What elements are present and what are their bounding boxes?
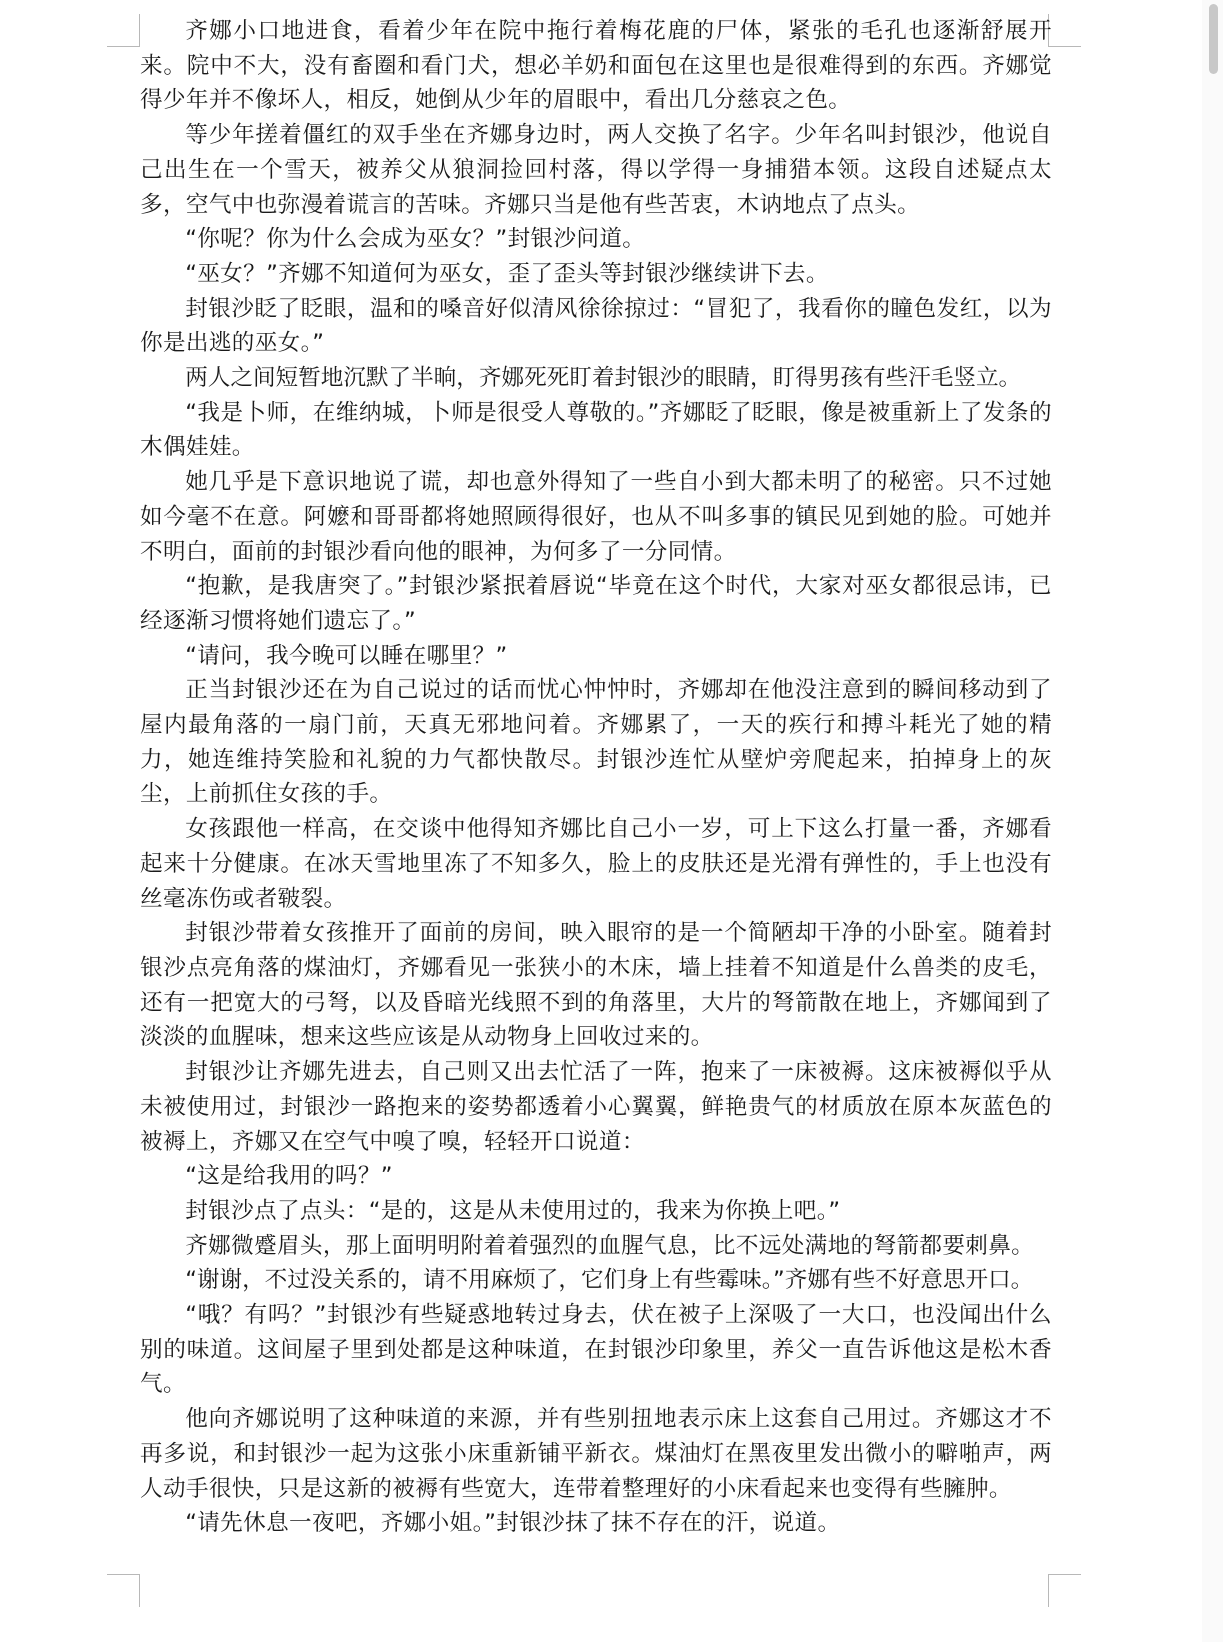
paragraph: “这是给我用的吗？” bbox=[185, 1163, 393, 1190]
document-body bbox=[140, 14, 1052, 1541]
vertical-scrollbar[interactable] bbox=[1202, 0, 1223, 1642]
paragraph: “请问，我今晚可以睡在哪里？” bbox=[185, 642, 508, 669]
paragraph: 他向齐娜说明了这种味道的来源，并有些别扭地表示床上这套自己用过。齐娜这才不再多说，和封银沙一起为这张小床重新铺平新衣。煤油灯在黑夜里发出微小的噼啪声，两人动手很快，只是这新的被褥有些宽大，连带着整理好的小床看起来也变得有些臃肿。 bbox=[140, 1406, 1052, 1502]
corner-mark-bottom-right bbox=[1048, 1574, 1081, 1607]
paragraph: 封银沙眨了眨眼，温和的嗓音好似清风徐徐掠过：“冒犯了，我看你的瞳色发红，以为你是出逃的巫女。” bbox=[140, 295, 1052, 357]
paragraph: 封银沙带着女孩推开了面前的房间，映入眼帘的是一个简陋却干净的小卧室。随着封银沙点亮角落的煤油灯，齐娜看见一张狭小的木床，墙上挂着不知道是什么兽类的皮毛，还有一把宽大的弓弩，以及昏暗光线照不到的角落里，大片的弩箭散在地上，齐娜闻到了淡淡的血腥味，想来这些应该是从动物身上回收过来的。 bbox=[140, 920, 1052, 1051]
paragraph: 封银沙点了点头：“是的，这是从未使用过的，我来为你换上吧。” bbox=[185, 1197, 841, 1224]
paragraph: “谢谢，不过没关系的，请不用麻烦了，它们身上有些霉味。”齐娜有些不好意思开口。 bbox=[185, 1267, 1034, 1294]
paragraph: 正当封银沙还在为自己说过的话而忧心忡忡时，齐娜却在他没注意到的瞬间移动到了屋内最角落的一扇门前，天真无邪地问着。齐娜累了，一天的疾行和搏斗耗光了她的精力，她连维持笑脸和礼貌的力气都快散尽。封银沙连忙从壁炉旁爬起来，拍掉身上的灰尘，上前抓住女孩的手。 bbox=[140, 677, 1052, 808]
scrollbar-thumb[interactable] bbox=[1209, 4, 1218, 74]
paragraph: “你呢？你为什么会成为巫女？”封银沙问道。 bbox=[185, 226, 646, 253]
corner-mark-top-left bbox=[107, 14, 140, 47]
paragraph: “我是卜师，在维纳城，卜师是很受人尊敬的。”齐娜眨了眨眼，像是被重新上了发条的木偶娃娃。 bbox=[140, 399, 1052, 461]
paragraph: 她几乎是下意识地说了谎，却也意外得知了一些自小到大都未明了的秘密。只不过她如今毫不在意。阿嬷和哥哥都将她照顾得很好，也从不叫多事的镇民见到她的脸。可她并不明白，面前的封银沙看向他的眼神，为何多了一分同情。 bbox=[140, 469, 1052, 565]
paragraph: 封银沙让齐娜先进去，自己则又出去忙活了一阵，抱来了一床被褥。这床被褥似乎从未被使用过，封银沙一路抱来的姿势都透着小心翼翼，鲜艳贵气的材质放在原本灰蓝色的被褥上，齐娜又在空气中嗅了嗅，轻轻开口说道： bbox=[140, 1059, 1052, 1155]
paragraph: 齐娜微蹙眉头，那上面明明附着着强烈的血腥气息，比不远处满地的弩箭都要刺鼻。 bbox=[185, 1232, 1035, 1259]
paragraph: 两人之间短暂地沉默了半晌，齐娜死死盯着封银沙的眼睛，盯得男孩有些汗毛竖立。 bbox=[185, 365, 1022, 392]
corner-mark-bottom-left bbox=[107, 1574, 140, 1607]
paragraph: “巫女？”齐娜不知道何为巫女，歪了歪头等封银沙继续讲下去。 bbox=[185, 260, 829, 287]
paragraph: “哦？有吗？”封银沙有些疑惑地转过身去，伏在被子上深吸了一大口，也没闻出什么别的味道。这间屋子里到处都是这种味道，在封银沙印象里，养父一直告诉他这是松木香气。 bbox=[140, 1302, 1052, 1398]
paragraph: “请先休息一夜吧，齐娜小姐。”封银沙抹了抹不存在的汗，说道。 bbox=[185, 1510, 841, 1537]
paragraph: 女孩跟他一样高，在交谈中他得知齐娜比自己小一岁，可上下这么打量一番，齐娜看起来十分健康。在冰天雪地里冻了不知多久，脸上的皮肤还是光滑有弹性的，手上也没有丝毫冻伤或者皲裂。 bbox=[140, 816, 1052, 912]
corner-mark-top-right bbox=[1048, 14, 1081, 47]
paragraph: “抱歉，是我唐突了。”封银沙紧抿着唇说“毕竟在这个时代，大家对巫女都很忌讳，已经逐渐习惯将她们遗忘了。” bbox=[140, 573, 1052, 634]
paragraph: 等少年搓着僵红的双手坐在齐娜身边时，两人交换了名字。少年名叫封银沙，他说自己出生在一个雪天，被养父从狼洞捡回村落，得以学得一身捕猎本领。这段自述疑点太多，空气中也弥漫着谎言的苦味。齐娜只当是他有些苦衷，木讷地点了点头。 bbox=[140, 122, 1052, 218]
paragraph: 齐娜小口地进食，看着少年在院中拖行着梅花鹿的尸体，紧张的毛孔也逐渐舒展开来。院中不大，没有畜圈和看门犬，想必羊奶和面包在这里也是很难得到的东西。齐娜觉得少年并不像坏人，相反，她倒从少年的眉眼中，看出几分慈哀之色。 bbox=[140, 18, 1052, 114]
